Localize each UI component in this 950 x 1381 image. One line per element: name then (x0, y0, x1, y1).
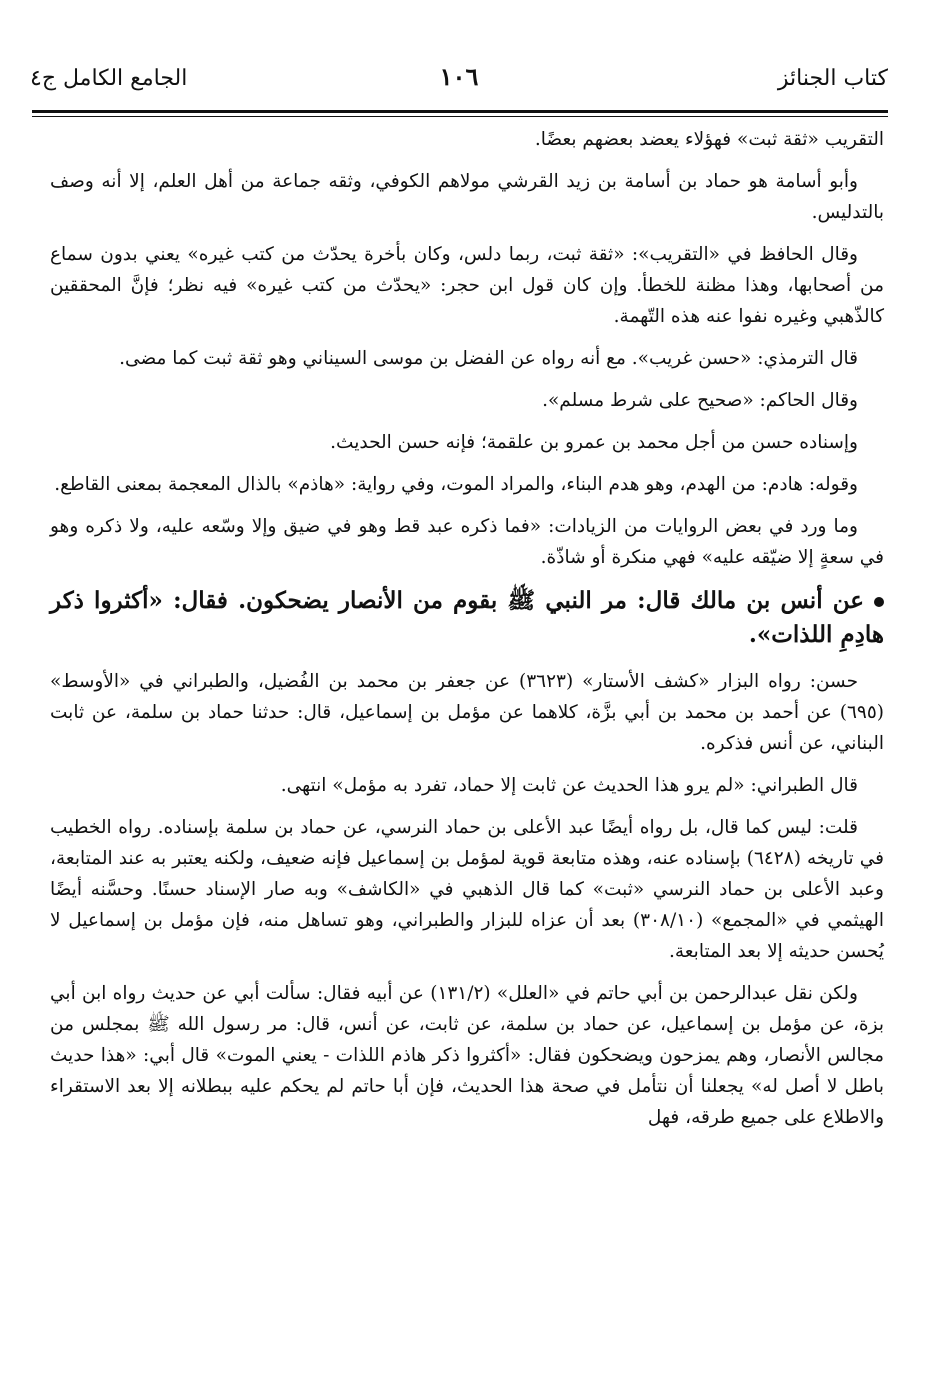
paragraph: وقوله: هادم: من الهدم، وهو هدم البناء، والمراد الموت، وفي رواية: «هاذم» بالذال المعجمة بمعنى القاطع. (54, 474, 858, 495)
running-header (30, 58, 888, 108)
paragraph: التقريب «ثقة ثبت» فهؤلاء يعضد بعضهم بعضًا. (534, 129, 884, 150)
page-body (50, 124, 884, 1144)
hadith-text (50, 584, 884, 652)
paragraph: وأبو أسامة هو حماد بن أسامة بن زيد القرشي مولاهم الكوفي، وثقه جماعة من أهل العلم، إلا أنه وصف بالتدليس. (50, 171, 884, 223)
paragraph: وقال الحافظ في «التقريب»: «ثقة ثبت، ربما دلس، وكان بأخرة يحدّث من كتب غيره» يعني بدون سماع من أصحابها، وهذا مظنة للخطأ. وإن كان قول ابن حجر: «يحدّث من كتب غيره» فيه نظر؛ فإنَّ المحققين كالذّهبي وغيره نفوا عنه هذه التّهمة. (50, 244, 884, 327)
paragraph: حسن: رواه البزار «كشف الأستار» (٣٦٢٣) عن جعفر بن محمد بن الفُضيل، والطبراني في «الأوسط» (٦٩٥) عن أحمد بن محمد بن أبي بزَّة، كلاهما عن مؤمل بن إسماعيل، قال: حدثنا حماد بن سلمة، عن ثابت البناني، عن أنس فذكره. (50, 671, 884, 754)
paragraph: قال الطبراني: «لم يرو هذا الحديث عن ثابت إلا حماد، تفرد به مؤمل» انتهى. (280, 775, 858, 796)
header-rule-thick (32, 110, 888, 113)
header-rule-thin (32, 116, 888, 117)
paragraph: وإسناده حسن من أجل محمد بن عمرو بن علقمة؛ فإنه حسن الحديث. (330, 432, 858, 453)
paragraph: وما ورد في بعض الروايات من الزيادات: «فما ذكره عبد قط وهو في ضيق وإلا وسّعه عليه، ولا ذكره وهو في سعةٍ إلا ضيّقه عليه» فهي منكرة أو شاذّة. (50, 516, 884, 568)
paragraph: وقال الحاكم: «صحيح على شرط مسلم». (542, 390, 858, 411)
book-title: الجامع الكامل ج٤ (30, 66, 188, 91)
chapter-title: كتاب الجنائز (777, 66, 888, 91)
bullet-icon (874, 597, 884, 607)
paragraph: قال الترمذي: «حسن غريب». مع أنه رواه عن الفضل بن موسى السيناني وهو ثقة ثبت كما مضى. (119, 348, 858, 369)
paragraph: قلت: ليس كما قال، بل رواه أيضًا عبد الأعلى بن حماد النرسي، عن حماد بن سلمة بإسناده. رواه الخطيب في تاريخه (٦٤٢٨) بإسناده عنه، وهذه متابعة قوية لمؤمل بن إسماعيل فإنه ضعيف، ولكنه يعتبر به عند المتابعة، وعبد الأعلى بن حماد النرسي «ثبت» كما قال الذهبي في «الكاشف» وبه صار الإسناد حسنًا. وحسَّنه أيضًا الهيثمي في «المجمع» (٣٠٨/١٠) بعد أن عزاه للبزار والطبراني، وهو تساهل منه، فإن مؤمل بن إسماعيل لا يُحسن حديثه إلا بعد المتابعة. (50, 817, 884, 962)
page-number: ١٠٦ (439, 62, 479, 91)
hadith-body: عن أنس بن مالك قال: مر النبي ﷺ بقوم من الأنصار يضحكون. فقال: «أكثروا ذكر هادِمِ اللذات». (50, 587, 884, 648)
paragraph: ولكن نقل عبدالرحمن بن أبي حاتم في «العلل» (١٣١/٢) عن أبيه فقال: سألت أبي عن حديث رواه ابن أبي بزة، عن مؤمل بن إسماعيل، عن حماد بن سلمة، عن ثابت، عن أنس، قال: مر رسول الله ﷺ بمجلس من مجالس الأنصار، وهم يمزحون ويضحكون فقال: «أكثروا ذكر هاذم اللذات - يعني الموت» قال أبي: «هذا حديث باطل لا أصل له» يجعلنا أن نتأمل في صحة هذا الحديث، فإن أبا حاتم لم يحكم عليه ببطلانه إلا بعد الاستقراء والاطلاع على جميع طرقه، فهل (50, 983, 884, 1128)
